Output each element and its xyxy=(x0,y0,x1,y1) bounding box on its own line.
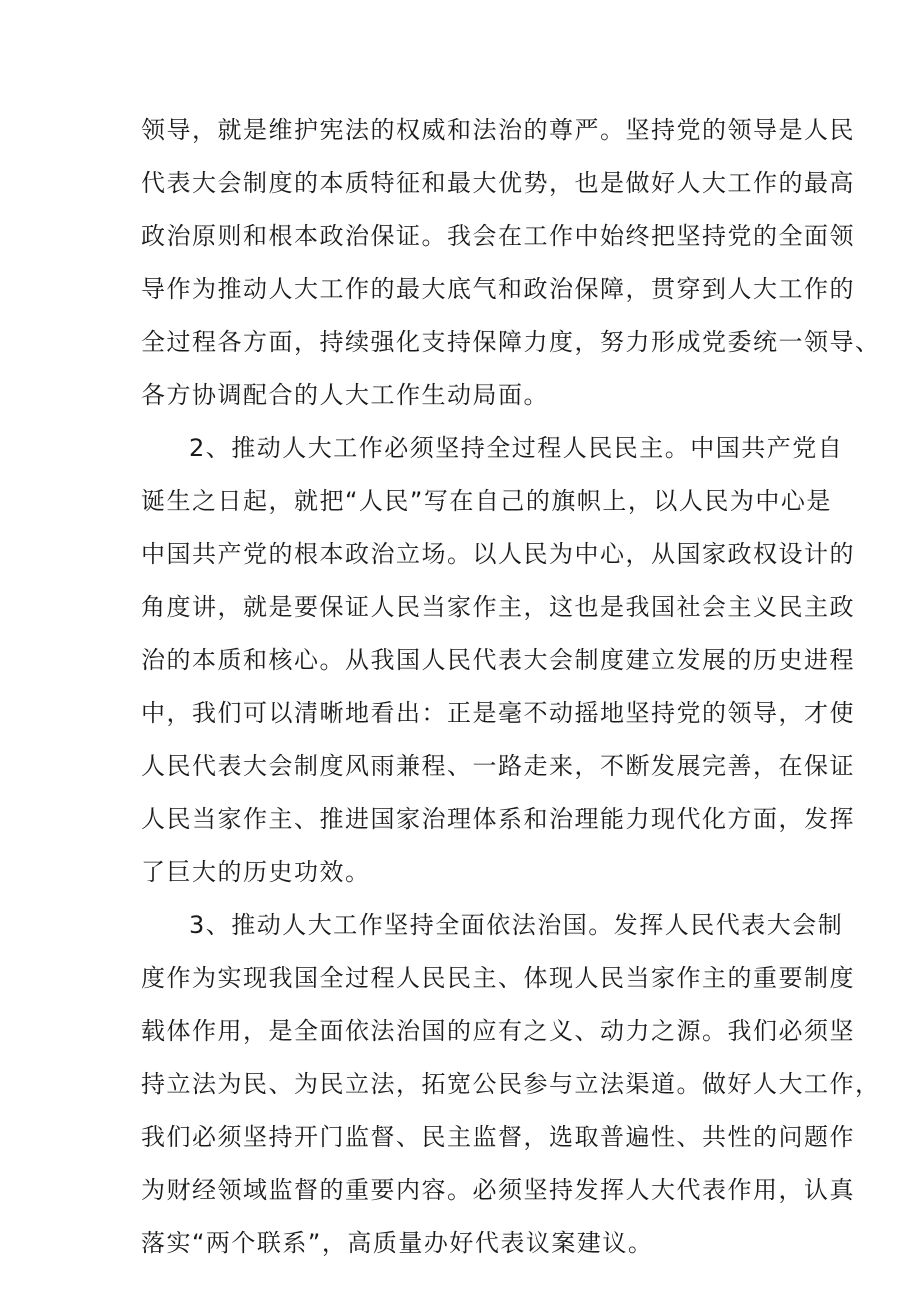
text-line: 了巨大的历史功效。 xyxy=(141,858,371,886)
text-line: 治的本质和核心。从我国人民代表大会制度建立发展的历史进程 xyxy=(141,646,855,674)
text-line: 角度讲，就是要保证人民当家作主，这也是我国社会主义民主政 xyxy=(141,593,855,621)
text-line: 人民当家作主、推进国家治理体系和治理能力现代化方面，发挥 xyxy=(141,805,855,833)
paragraph-1 xyxy=(141,104,881,422)
text-line: 领导，就是维护宪法的权威和法治的尊严。坚持党的领导是人民 xyxy=(141,116,855,144)
text-line: 2、推动人大工作必须坚持全过程人民民主。中国共产党自 xyxy=(189,434,844,462)
text-line: 度作为实现我国全过程人民民主、体现人民当家作主的重要制度 xyxy=(141,964,855,992)
text-line: 为财经领域监督的重要内容。必须坚持发挥人大代表作用，认真 xyxy=(141,1176,855,1204)
text-line: 诞生之日起，就把“人民”写在自己的旗帜上，以人民为中心是 xyxy=(141,487,832,515)
text-line: 持立法为民、为民立法，拓宽公民参与立法渠道。做好人大工作， xyxy=(141,1070,881,1098)
text-line: 代表大会制度的本质特征和最大优势，也是做好人大工作的最高 xyxy=(141,169,855,197)
text-line: 载体作用，是全面依法治国的应有之义、动力之源。我们必须坚 xyxy=(141,1017,855,1045)
text-line: 3、推动人大工作坚持全面依法治国。发挥人民代表大会制 xyxy=(189,911,844,939)
text-line: 落实“两个联系”，高质量办好代表议案建议。 xyxy=(141,1229,654,1257)
text-line: 中国共产党的根本政治立场。以人民为中心，从国家政权设计的 xyxy=(141,540,855,568)
body-text xyxy=(141,104,881,1270)
paragraph-2 xyxy=(141,422,855,899)
text-line: 人民代表大会制度风雨兼程、一路走来，不断发展完善，在保证 xyxy=(141,752,855,780)
text-line: 政治原则和根本政治保证。我会在工作中始终把坚持党的全面领 xyxy=(141,222,855,250)
text-line: 各方协调配合的人大工作生动局面。 xyxy=(141,381,549,409)
text-line: 中，我们可以清晰地看出：正是毫不动摇地坚持党的领导，才使 xyxy=(141,699,855,727)
paragraph-3 xyxy=(141,899,881,1270)
text-line: 我们必须坚持开门监督、民主监督，选取普遍性、共性的问题作 xyxy=(141,1123,855,1151)
text-line: 全过程各方面，持续强化支持保障力度，努力形成党委统一领导、 xyxy=(141,328,881,356)
text-line: 导作为推动人大工作的最大底气和政治保障，贯穿到人大工作的 xyxy=(141,275,855,303)
